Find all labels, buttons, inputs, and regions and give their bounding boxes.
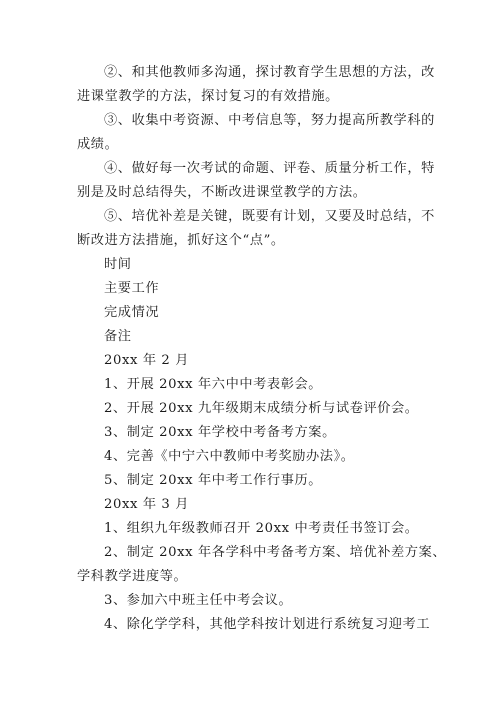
table-header-work: 主要工作 (104, 281, 160, 296)
list-item: 1、组织九年级教师召开 20xx 中考责任书签订会。 (104, 521, 419, 536)
month-heading: 20xx 年 2 月 (104, 353, 189, 368)
paragraph-line: 别是及时总结得失，不断改进课堂教学的方法。 (77, 185, 367, 200)
table-header-time: 时间 (104, 257, 132, 272)
paragraph-line: ③、收集中考资源、中考信息等，努力提高所教学科的 (104, 113, 435, 128)
list-item-continuation: 学科教学进度等。 (77, 569, 188, 584)
list-item: 3、参加六中班主任中考会议。 (104, 593, 293, 608)
table-header-status: 完成情况 (104, 305, 160, 320)
paragraph-line: 断改进方法措施，抓好这个“点”。 (77, 233, 285, 248)
month-heading: 20xx 年 3 月 (104, 497, 189, 512)
table-header-remarks: 备注 (104, 329, 132, 344)
list-item: 2、开展 20xx 九年级期末成绩分析与试卷评价会。 (104, 401, 419, 416)
list-item: 4、除化学学科，其他学科按计划进行系统复习迎考工 (104, 617, 431, 632)
list-item: 1、开展 20xx 年六中中考表彰会。 (104, 377, 323, 392)
list-item: 4、完善《中宁六中教师中考奖励办法》。 (104, 449, 355, 464)
list-item: 5、制定 20xx 年中考工作行事历。 (104, 473, 323, 488)
paragraph-line: ④、做好每一次考试的命题、评卷、质量分析工作，特 (104, 161, 435, 176)
paragraph-line: ⑤、培优补差是关键，既要有计划，又要及时总结，不 (104, 209, 435, 224)
list-item: 3、制定 20xx 年学校中考备考方案。 (104, 425, 336, 440)
paragraph-line: 成绩。 (77, 137, 119, 152)
paragraph-line: ②、和其他教师多沟通，探讨教育学生思想的方法，改 (104, 65, 435, 80)
paragraph-line: 进课堂教学的方法，探讨复习的有效措施。 (77, 89, 339, 104)
list-item: 2、制定 20xx 年各学科中考备考方案、培优补差方案、 (104, 545, 447, 560)
